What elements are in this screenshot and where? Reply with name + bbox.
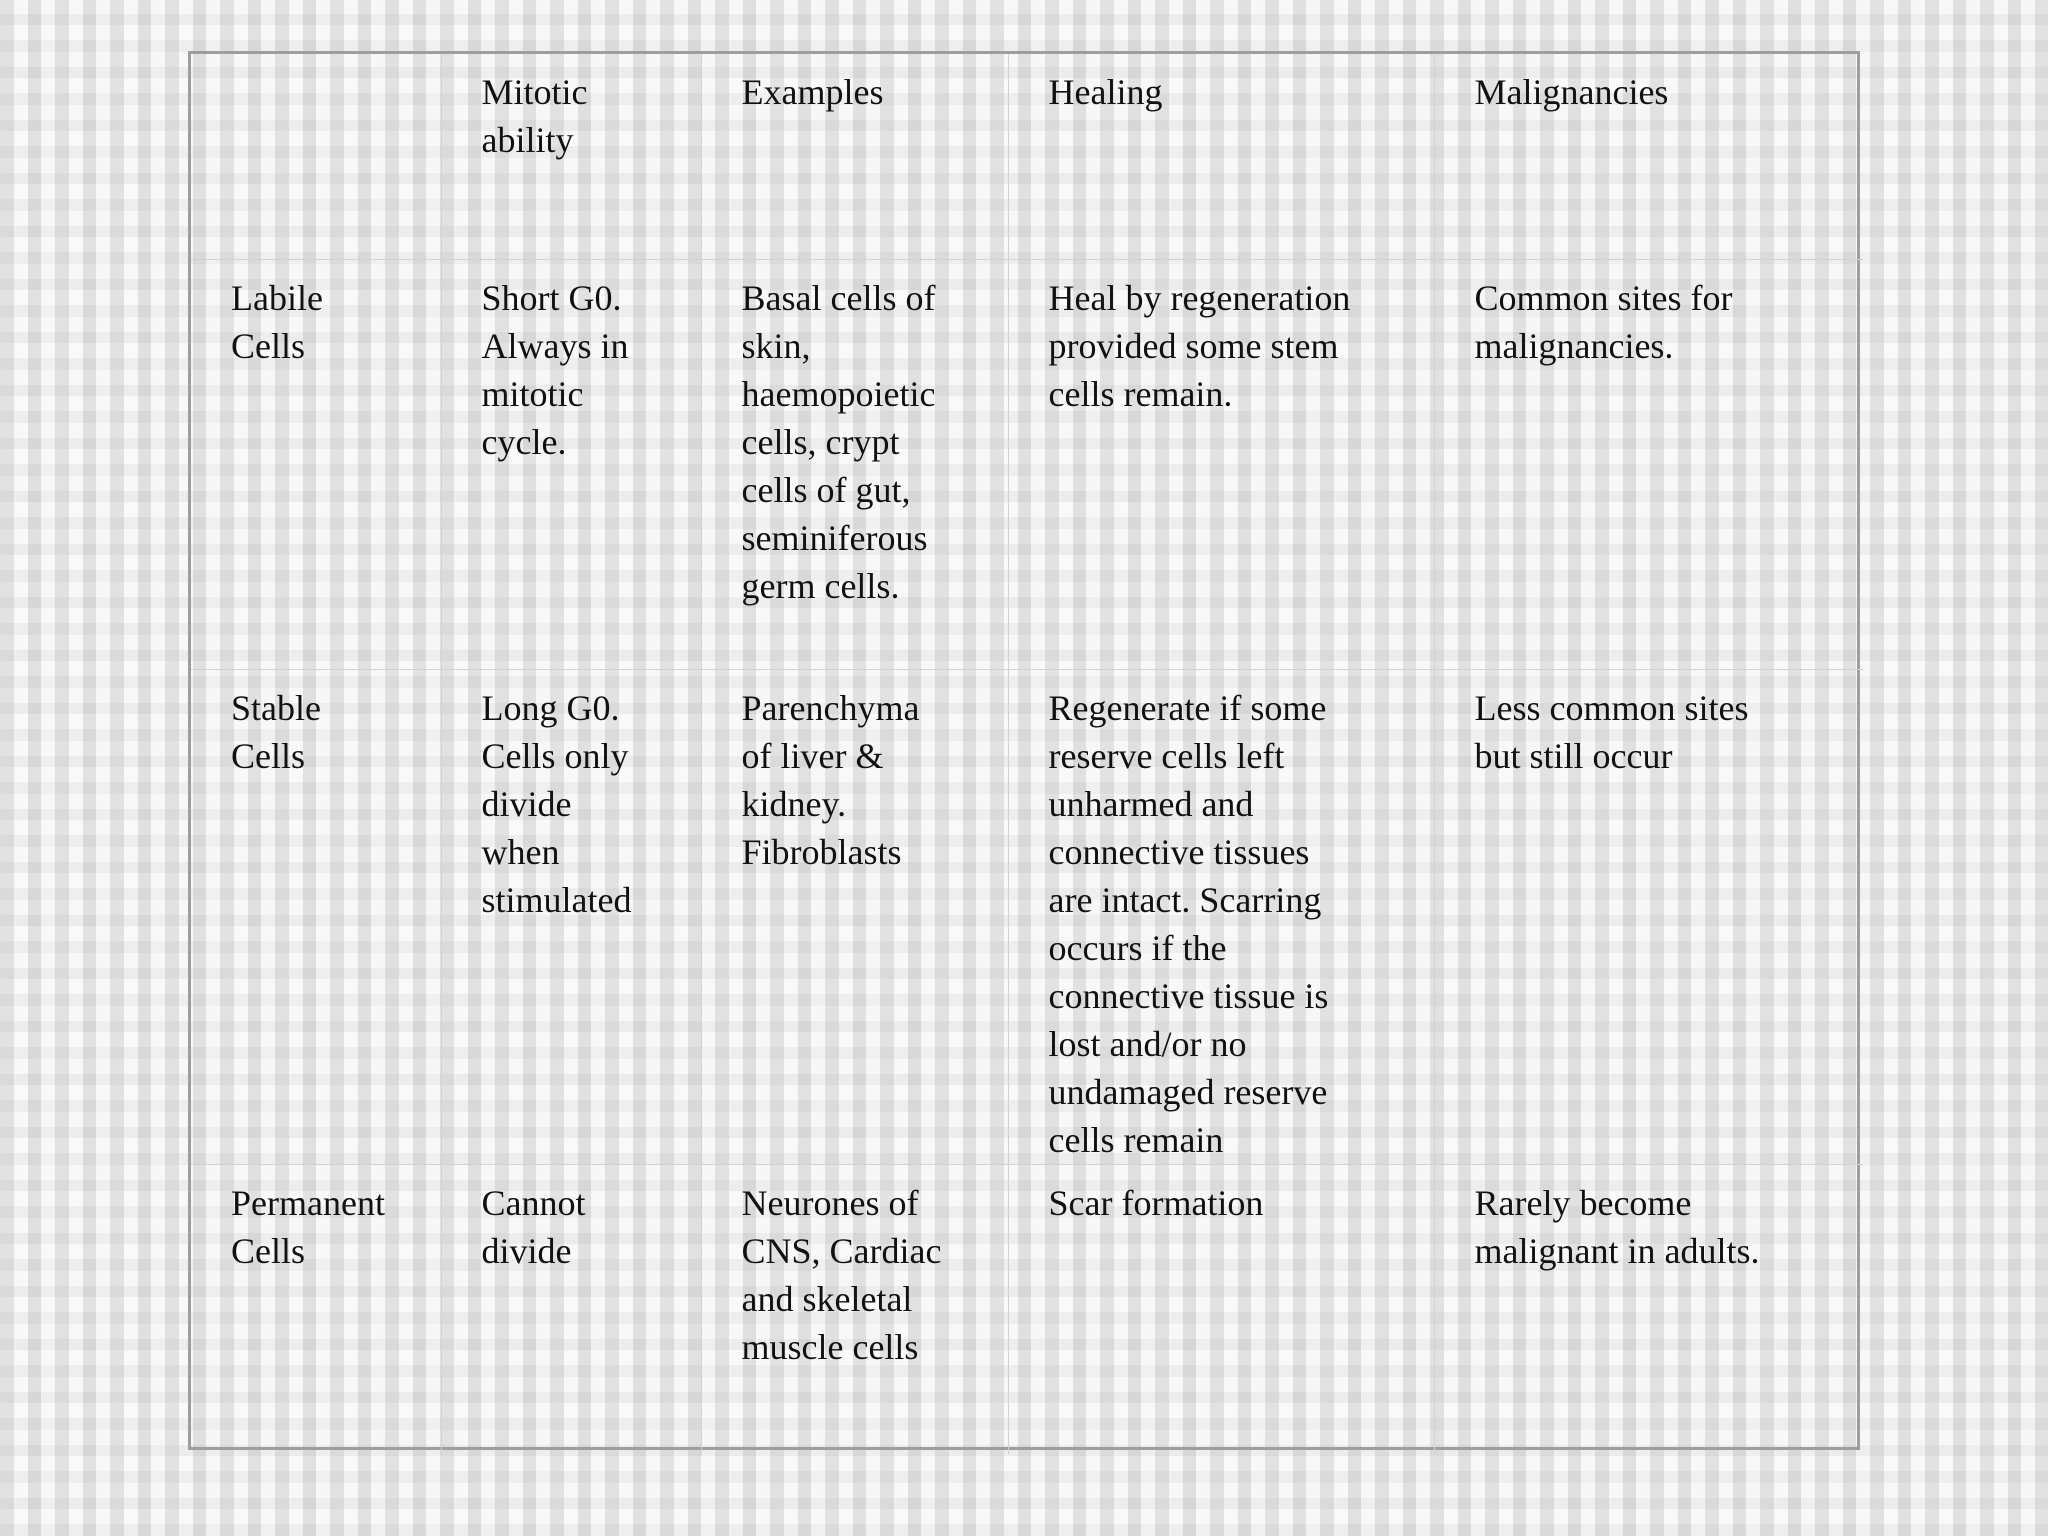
header-cell-examples: Examples <box>701 54 1008 259</box>
mitotic-ability-cell: Long G0. Cells only divide when stimulated <box>441 669 701 1164</box>
table-header-row <box>191 54 1863 259</box>
header-cell-mitotic-ability: Mitotic ability <box>441 54 701 259</box>
healing-cell: Heal by regeneration provided some stem cells remain. <box>1008 259 1434 669</box>
header-cell-corner <box>191 54 441 259</box>
healing-cell: Scar formation <box>1008 1164 1434 1455</box>
examples-cell: Basal cells of skin, haemopoietic cells, crypt cells of gut, seminiferous germ cells. <box>701 259 1008 669</box>
mitotic-ability-cell: Short G0. Always in mitotic cycle. <box>441 259 701 669</box>
examples-cell: Neurones of CNS, Cardiac and skeletal muscle cells <box>701 1164 1008 1455</box>
examples-cell: Parenchyma of liver & kidney. Fibroblasts <box>701 669 1008 1164</box>
row-label-cell: Stable Cells <box>191 669 441 1164</box>
cell-types-table <box>191 54 1863 1455</box>
malignancies-cell: Rarely become malignant in adults. <box>1434 1164 1863 1455</box>
header-cell-healing: Healing <box>1008 54 1434 259</box>
healing-cell: Regenerate if some reserve cells left unharmed and connective tissues are intact. Scarring occurs if the connective tissue is lost and/or no undamaged reserve cells remain <box>1008 669 1434 1164</box>
cell-types-table-frame <box>188 51 1860 1450</box>
mitotic-ability-cell: Cannot divide <box>441 1164 701 1455</box>
header-cell-malignancies: Malignancies <box>1434 54 1863 259</box>
malignancies-cell: Less common sites but still occur <box>1434 669 1863 1164</box>
row-label-cell: Permanent Cells <box>191 1164 441 1455</box>
table-row-stable-cells <box>191 669 1863 1164</box>
table-row-labile-cells <box>191 259 1863 669</box>
row-label-cell: Labile Cells <box>191 259 441 669</box>
table-row-permanent-cells <box>191 1164 1863 1455</box>
malignancies-cell: Common sites for malignancies. <box>1434 259 1863 669</box>
